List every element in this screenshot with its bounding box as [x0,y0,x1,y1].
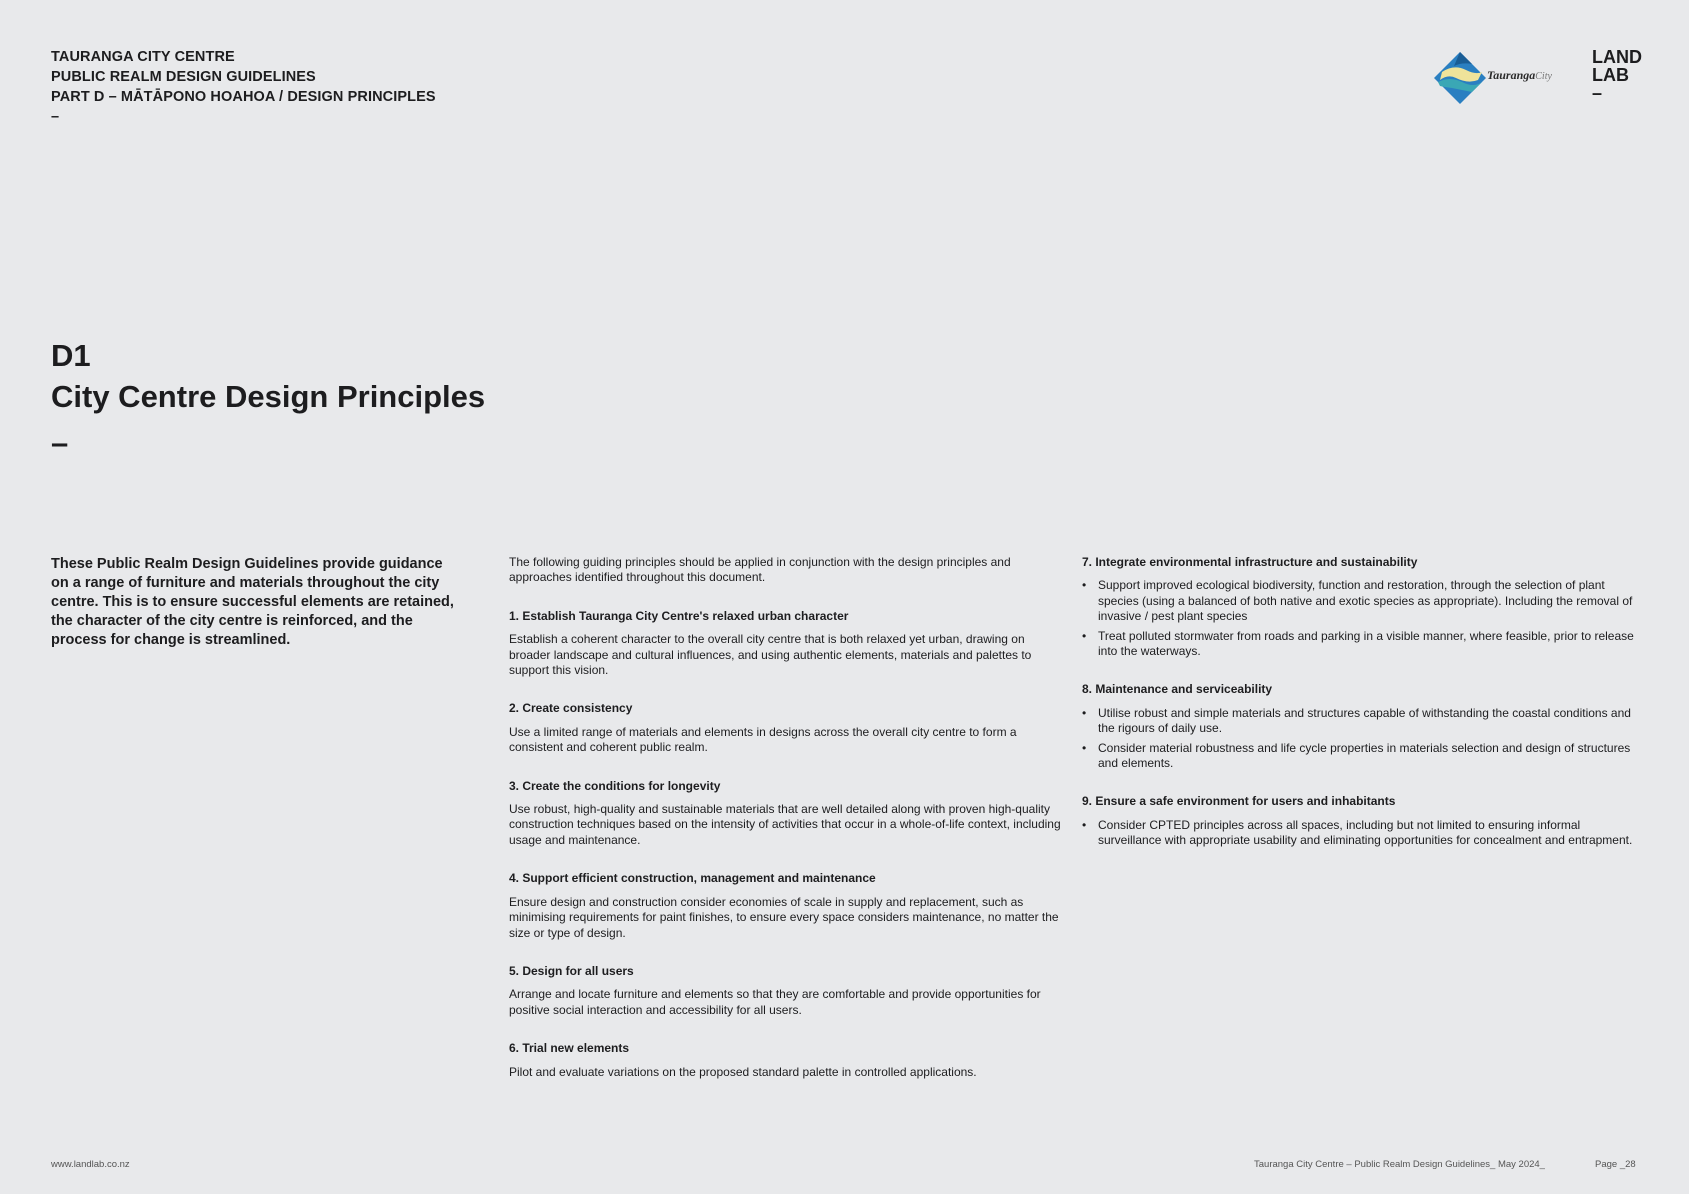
principle-body: Use a limited range of materials and elements in designs across the overall city centre to form a consistent and coherent public realm. [509,724,1017,755]
bullet-icon: • [1082,740,1087,755]
bullet-text: Treat polluted stormwater from roads and parking in a visible manner, where feasible, prior to release into the waterways. [1098,628,1634,659]
lead-paragraph: The following guiding principles should be applied in conjunction with the design principles and approaches identified throughout this document. [509,555,1011,585]
bullet-text: Consider material robustness and life cycle properties in materials selection and design of structures and elements. [1098,740,1631,771]
tauranga-logo-city: City [1535,71,1552,82]
bullet-icon: • [1082,628,1087,643]
bullet-text: Support improved ecological biodiversity, function and restoration, through the selection of plant species (using a balanced of both native and exotic species as appropriate). Including the removal of invasive / pest plant species [1098,578,1633,624]
principle-heading: 8. Maintenance and serviceability [1082,682,1273,697]
principle-5 [509,964,1065,1018]
principle-2 [509,701,1065,755]
tauranga-city-logo [1432,50,1557,106]
principle-body: Pilot and evaluate variations on the proposed standard palette in controlled applications. [509,1064,977,1079]
principles-column-left [509,555,1065,1103]
bullet-icon: • [1082,578,1087,593]
bullet-text: Consider CPTED principles across all spaces, including but not limited to ensuring informal surveillance with appropriate usability and eliminating opportunities for concealment and entrapment. [1098,817,1633,848]
tauranga-diamond-icon [1432,50,1488,106]
header-line-3: PART D – MĀTĀPONO HOAHOA / DESIGN PRINCIPLES [51,89,436,105]
landlab-dash: – [1592,83,1603,103]
principle-heading: 1. Establish Tauranga City Centre's relaxed urban character [509,608,849,623]
footer-page-number: Page _28 [1595,1159,1636,1170]
landlab-line-2: LAB [1592,65,1629,85]
footer-document-title: Tauranga City Centre – Public Realm Design Guidelines_ May 2024_ [1254,1159,1545,1170]
principle-heading: 9. Ensure a safe environment for users and inhabitants [1082,794,1396,809]
header-line-1: TAURANGA CITY CENTRE [51,49,235,65]
header-line-2: PUBLIC REALM DESIGN GUIDELINES [51,69,316,85]
landlab-logo [1592,48,1642,102]
principle-6 [509,1041,1065,1080]
bullet-item [1082,706,1638,737]
section-title: City Centre Design Principles [51,379,486,414]
principle-body: Establish a coherent character to the overall city centre that is both relaxed yet urban, drawing on broader landscape and cultural influences, and using authentic elements, materials and palettes to support this vision. [509,632,1032,678]
bullet-item [1082,629,1638,660]
bullet-item [1082,578,1638,624]
principles-column-right [1082,555,1638,872]
principle-heading: 7. Integrate environmental infrastructure and sustainability [1082,555,1418,569]
principle-heading: 2. Create consistency [509,701,633,716]
bullet-icon: • [1082,817,1087,832]
bullet-icon: • [1082,705,1087,720]
intro-paragraph: These Public Realm Design Guidelines provide guidance on a range of furniture and materials throughout the city centre. This is to ensure successful elements are retained, the character of the city centre is reinforced, and the process for change is streamlined. [51,556,454,648]
principle-4 [509,871,1065,941]
principle-heading: 3. Create the conditions for longevity [509,778,721,793]
principle-body: Ensure design and construction consider economies of scale in supply and replacement, such as minimising requirements for paint finishes, to ensure every space considers maintenance, no matter the size or type of design. [509,894,1059,940]
principle-heading: 6. Trial new elements [509,1041,630,1056]
document-header [51,47,436,127]
principle-1 [509,609,1065,679]
tauranga-logo-word: Tauranga [1487,68,1536,82]
bullet-item [1082,741,1638,772]
principle-heading: 4. Support efficient construction, management and maintenance [509,871,876,886]
principle-9 [1082,794,1638,848]
principle-body: Arrange and locate furniture and elements so that they are comfortable and provide opportunities for positive social interaction and accessibility for all users. [509,987,1041,1017]
header-dash: – [51,109,60,125]
footer-website[interactable]: www.landlab.co.nz [51,1159,130,1170]
bullet-item [1082,818,1638,849]
section-code: D1 [51,338,91,373]
principle-3 [509,779,1065,849]
principle-8 [1082,682,1638,771]
landlab-line-1: LAND [1592,47,1642,67]
bullet-text: Utilise robust and simple materials and structures capable of withstanding the coastal conditions and the rigours of daily use. [1098,705,1631,736]
principle-7 [1082,555,1638,659]
tauranga-logo-text [1487,68,1552,83]
principle-heading: 5. Design for all users [509,963,634,978]
principle-body: Use robust, high-quality and sustainable materials that are well detailed along with proven high-quality construction techniques based on the intensity of activities that occur in a whole-of-life context, including usage and maintenance. [509,802,1061,847]
section-dash: – [51,425,69,460]
